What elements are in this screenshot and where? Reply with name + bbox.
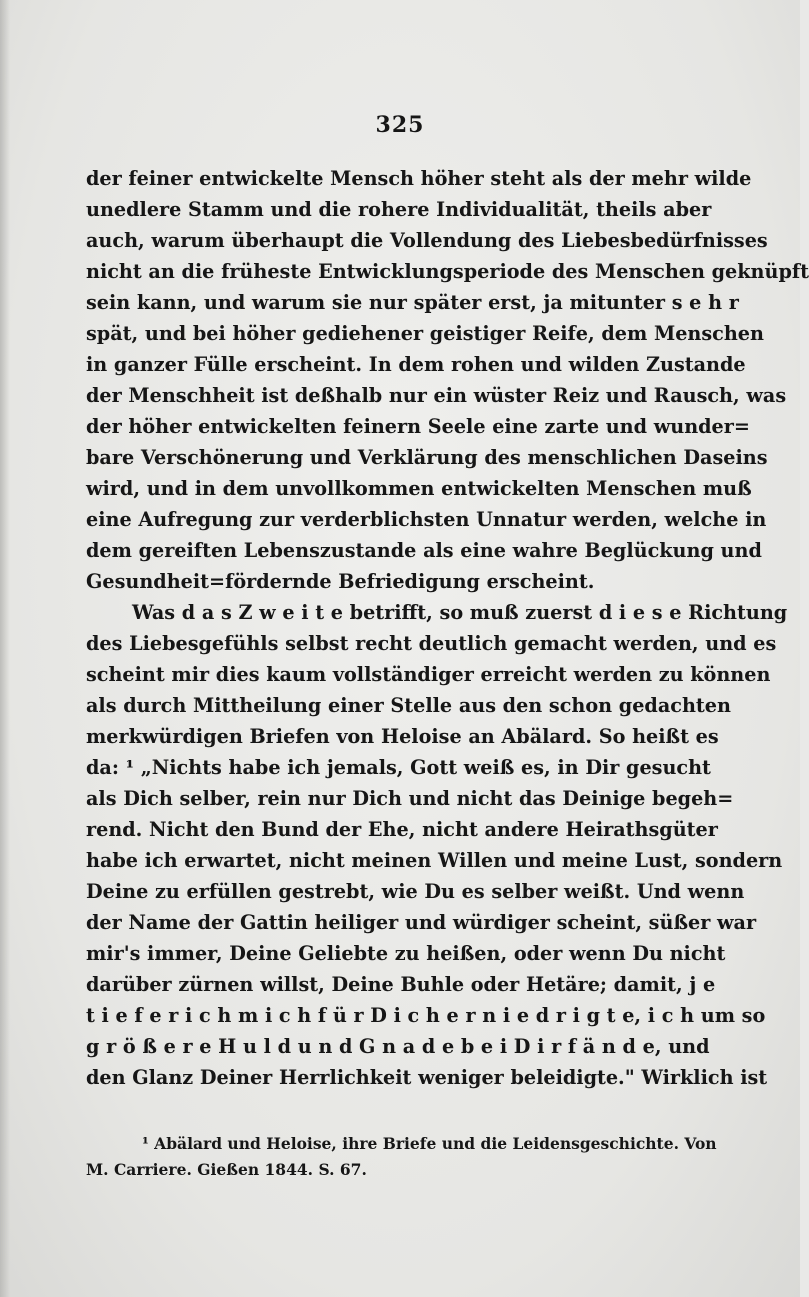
text-line: der höher entwickelten feinern Seele eine zarte und wunder= [86, 415, 750, 438]
footnote-line: ¹ Abälard und Heloise, ihre Briefe und die Leidensgeschichte. Von [142, 1134, 717, 1153]
text-line: habe ich erwartet, nicht meinen Willen und meine Lust, sondern [86, 849, 783, 872]
text-line: t i e f e r i c h m i c h f ü r D i c h e r n i e d r i g t e, i c h um so [86, 1004, 766, 1027]
text-line: dem gereiften Lebenszustande als eine wahre Beglückung und [86, 539, 762, 562]
text-line: da: ¹ „Nichts habe ich jemals, Gott weiß es, in Dir gesucht [86, 756, 711, 779]
body-text [86, 163, 809, 1093]
text-line: der Menschheit ist deßhalb nur ein wüster Reiz und Rausch, was [86, 384, 787, 407]
text-line: Gesundheit=fördernde Befriedigung erscheint. [86, 570, 595, 593]
text-line: sein kann, und warum sie nur später erst, ja mitunter s e h r [86, 291, 739, 314]
text-line: g r ö ß e r e H u l d u n d G n a d e b e i D i r f ä n d e, und [86, 1035, 710, 1058]
page-number: 325 [375, 112, 425, 138]
text-line: wird, und in dem unvollkommen entwickelten Menschen muß [86, 477, 752, 500]
text-line: auch, warum überhaupt die Vollendung des Liebesbedürfnisses [86, 229, 768, 252]
text-line: darüber zürnen willst, Deine Buhle oder Hetäre; damit, j e [86, 973, 716, 996]
text-line: spät, und bei höher gediehener geistiger Reife, dem Menschen [86, 322, 764, 345]
text-line: in ganzer Fülle erscheint. In dem rohen und wilden Zustande [86, 353, 746, 376]
text-line: als durch Mittheilung einer Stelle aus den schon gedachten [86, 694, 731, 717]
footnote-line: M. Carriere. Gießen 1844. S. 67. [86, 1160, 367, 1179]
text-line: unedlere Stamm und die rohere Individualität, theils aber [86, 198, 712, 221]
text-line: als Dich selber, rein nur Dich und nicht das Deinige begeh= [86, 787, 734, 810]
text-line: des Liebesgefühls selbst recht deutlich gemacht werden, und es [86, 632, 777, 655]
text-line: den Glanz Deiner Herrlichkeit weniger beleidigte." Wirklich ist [86, 1066, 768, 1089]
text-line: der feiner entwickelte Mensch höher steht als der mehr wilde [86, 167, 752, 190]
paragraph-start-line: Was d a s Z w e i t e betrifft, so muß zuerst d i e s e Richtung [132, 601, 788, 624]
text-line: bare Verschönerung und Verklärung des menschlichen Daseins [86, 446, 768, 469]
text-line: rend. Nicht den Bund der Ehe, nicht andere Heirathsgüter [86, 818, 718, 841]
text-line: scheint mir dies kaum vollständiger erreicht werden zu können [86, 663, 771, 686]
text-line: Deine zu erfüllen gestrebt, wie Du es selber weißt. Und wenn [86, 880, 745, 903]
text-line: der Name der Gattin heiliger und würdiger scheint, süßer war [86, 911, 757, 934]
text-line: eine Aufregung zur verderblichsten Unnatur werden, welche in [86, 508, 767, 531]
text-line: merkwürdigen Briefen von Heloise an Abälard. So heißt es [86, 725, 719, 748]
footnote [86, 1131, 717, 1183]
text-line: mir's immer, Deine Geliebte zu heißen, oder wenn Du nicht [86, 942, 726, 965]
page-edge-shadow [0, 0, 10, 1297]
text-line: nicht an die früheste Entwicklungsperiode des Menschen geknüpft [86, 260, 809, 283]
